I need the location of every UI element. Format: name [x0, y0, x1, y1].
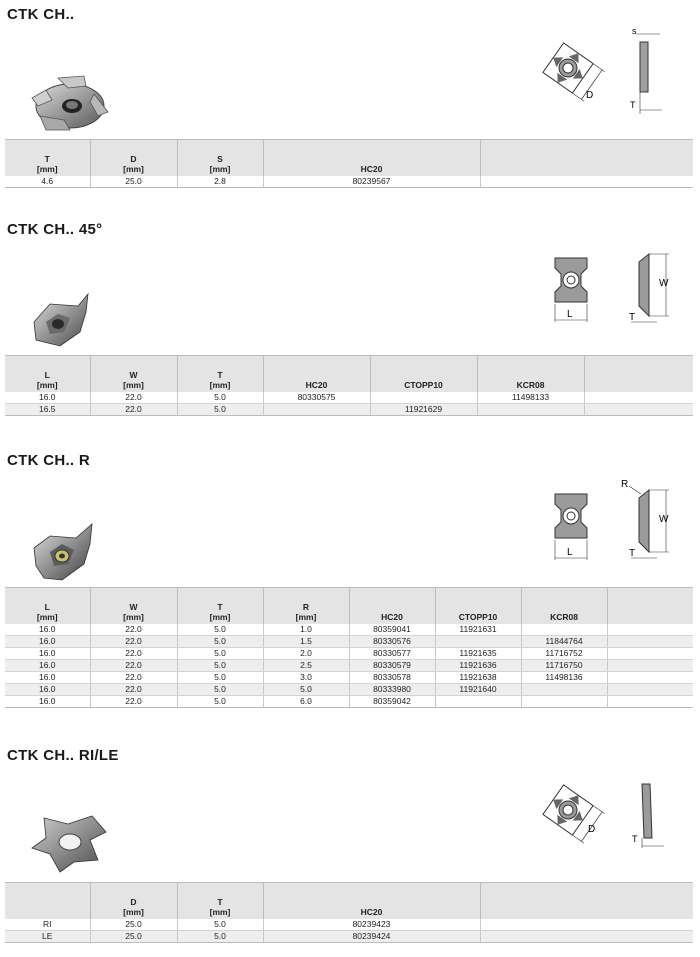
column-header: W [mm]: [90, 356, 177, 392]
column-header: CTOPP10: [370, 356, 477, 392]
insert-photo: [28, 72, 110, 134]
table-row: 16.0 22.0 5.0 80330575 11498133: [5, 392, 693, 404]
dim-label-t: T: [630, 100, 636, 110]
column-header: HC20: [349, 588, 435, 624]
dimension-drawing: [545, 476, 685, 568]
table-row: 16.0 22.0 5.0 5.0 80333980 11921640: [5, 683, 693, 695]
table-row: 4.6 25.0 2.8 80239567: [5, 176, 693, 188]
table-row: 16.0 22.0 5.0 6.0 80359042: [5, 695, 693, 707]
table-row: 16.0 22.0 5.0 2.0 80330577 11921635 11716752: [5, 647, 693, 659]
dimension-drawing: [540, 28, 690, 118]
dim-label-s: s: [632, 28, 637, 36]
dim-label-d: D: [588, 824, 596, 835]
column-header: KCR08: [521, 588, 607, 624]
column-header: KCR08: [477, 356, 584, 392]
column-header: [480, 140, 693, 176]
column-header: W [mm]: [90, 588, 177, 624]
table-row: 16.0 22.0 5.0 3.0 80330578 11921638 11498136: [5, 671, 693, 683]
section-title: CTK CH.. 45°: [7, 221, 103, 238]
column-header: CTOPP10: [435, 588, 521, 624]
column-header: L [mm]: [5, 588, 90, 624]
dim-label-w: W: [659, 278, 669, 289]
dim-label-r: R: [621, 479, 629, 490]
column-header: [607, 588, 693, 624]
column-header: T [mm]: [177, 588, 263, 624]
column-header: HC20: [263, 140, 480, 176]
dim-label-t: T: [629, 548, 636, 559]
column-header: T [mm]: [177, 356, 263, 392]
dim-label-d: D: [586, 90, 594, 101]
dim-label-l: L: [567, 309, 573, 320]
table-row: LE 25.0 5.0 80239424: [5, 930, 693, 942]
dim-label-t: T: [632, 834, 638, 844]
insert-photo: [30, 812, 110, 874]
insert-photo: [30, 292, 92, 350]
dim-label-t: T: [629, 312, 636, 323]
data-table: [5, 355, 693, 416]
column-header: T [mm]: [177, 883, 263, 919]
table-row: 16.0 22.0 5.0 1.0 80359041 11921631: [5, 624, 693, 636]
section-title: CTK CH.. R: [7, 452, 90, 469]
data-table: [5, 139, 693, 188]
dim-label-w: W: [659, 514, 669, 525]
column-header: R [mm]: [263, 588, 349, 624]
dimension-drawing: [545, 250, 685, 330]
column-header: D [mm]: [90, 883, 177, 919]
section-title: CTK CH..: [7, 6, 75, 23]
column-header: L [mm]: [5, 356, 90, 392]
column-header: [480, 883, 693, 919]
table-row: 16.5 22.0 5.0 11921629: [5, 403, 693, 415]
table-row: RI 25.0 5.0 80239423: [5, 919, 693, 931]
column-header: [5, 883, 90, 919]
column-header: D [mm]: [90, 140, 177, 176]
dim-label-l: L: [567, 547, 573, 558]
table-row: 16.0 22.0 5.0 2.5 80330579 11921636 11716750: [5, 659, 693, 671]
data-table: [5, 587, 693, 708]
table-row: 16.0 22.0 5.0 1.5 80330576 11844764: [5, 635, 693, 647]
insert-photo: [32, 522, 96, 584]
dimension-drawing: [540, 778, 690, 850]
data-table: [5, 882, 693, 943]
column-header: HC20: [263, 883, 480, 919]
section-title: CTK CH.. RI/LE: [7, 747, 119, 764]
column-header: HC20: [263, 356, 370, 392]
column-header: [584, 356, 693, 392]
column-header: T [mm]: [5, 140, 90, 176]
column-header: S [mm]: [177, 140, 263, 176]
